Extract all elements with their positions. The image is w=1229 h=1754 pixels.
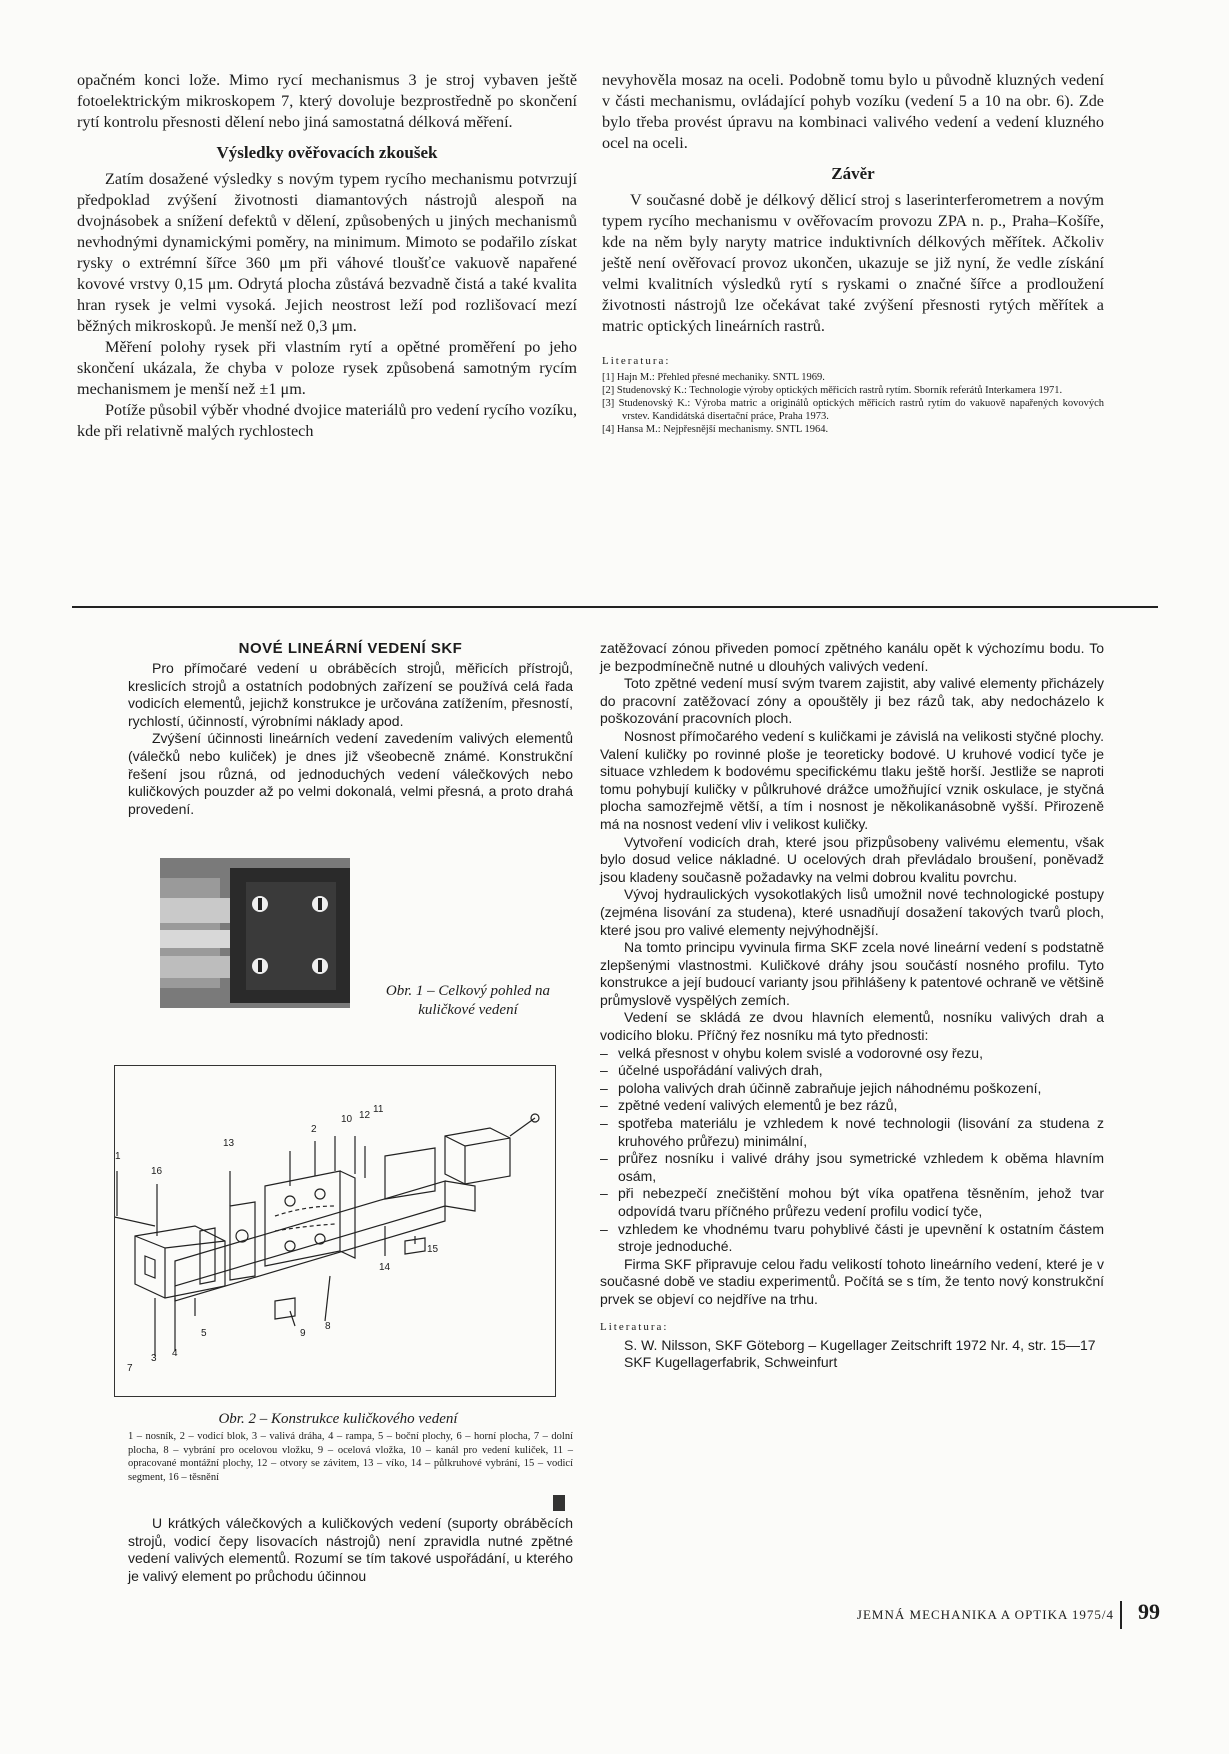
paragraph: Potíže působil výběr vhodné dvojice materiálů pro vedení rycího vozíku, kde při relativně malých rychlostech xyxy=(77,401,578,440)
paragraph: U krátkých válečkových a kuličkových vedení (suporty obráběcích strojů, vodicí čepy lisovacích nástrojů) není zpravidla nutné zpětné vedení valivých elementů. Rozumí se tím takové uspořádání, u kterého je valivý element po průchodu účinnou xyxy=(128,1515,573,1584)
figure-label: 4 xyxy=(172,1348,178,1359)
figure-label: 2 xyxy=(311,1124,317,1135)
list-item: – při nebezpečí znečištění mohou být víka opatřena těsněním, jehož tvar odpovídá tvaru příčného průřezu vedení profilu vodicí tyče, xyxy=(600,1185,1104,1220)
paragraph: Na tomto principu vyvinula firma SKF zcela nové lineární vedení s podstatně zlepšenými vlastnostmi. Kuličkové dráhy jsou součástí nosného profilu. Tyto konstrukce a její budoucí varianty jsou přihlášeny k patentové ochraně ve většině průmyslově vyspělých zemích. xyxy=(600,939,1104,1008)
figure-label: 11 xyxy=(373,1104,384,1115)
exploded-assembly-drawing xyxy=(115,1066,555,1396)
figure-label: 12 xyxy=(359,1110,371,1121)
paragraph: Vývoj hydraulických vysokotlakých lisů umožnil nové technologické postupy (zejména lisování za studena), které usnadňují dosažení takových tvarů ploch, které jsou pro valivé elementy nejvýhodnější. xyxy=(600,886,1104,938)
figure-label: 10 xyxy=(341,1114,353,1125)
article-title: NOVÉ LINEÁRNÍ VEDENÍ SKF xyxy=(238,640,463,657)
linear-bearing-photo xyxy=(160,858,350,1008)
paragraph: nevyhověla mosaz na oceli. Podobně tomu bylo u původně kluzných vedení v části mechanismu, ovládající pohyb vozíku (vedení 5 a 10 na obr. 6). Zde bylo třeba provést úpravu na kombinaci valivého vedení a vedení kluzného ocel na oceli. xyxy=(602,71,1104,152)
figure-label: 1 xyxy=(115,1151,121,1162)
section-heading: Závěr xyxy=(831,164,875,183)
references-title: Literatura: xyxy=(600,1320,669,1333)
list-item: – spotřeba materiálu je vzhledem k nové technologii (lisování za studena z kruhového průřezu) minimální, xyxy=(600,1115,1104,1150)
paragraph: V současné době je délkový dělicí stroj s laserinterferometrem a novým typem rycího mechanismu v ověřovacím provozu ZPA n. p., Praha–Košíře, kde na něm byly naryty matrice induktivních délkových měřítek. Ačkoliv ještě není ověřovací provoz ukončen, ukazuje se již nyní, že vedle získání velmi kvalitních výsledků rytí s ryskami o značné šířce a prodloužení životnosti nástrojů lze očekávat také zvýšení přesnosti rytých měřítek a matric optických lineárních rastrů. xyxy=(602,191,1104,335)
footer-divider xyxy=(1120,1601,1122,1629)
list-item: – vzhledem ke vhodnému tvaru pohyblivé části je upevnění k ostatním částem stroje jednoduché. xyxy=(600,1221,1104,1256)
paragraph: Firma SKF připravuje celou řadu velikostí tohoto lineárního vedení, které je v současné době ve stadiu experimentů. Počítá se s tím, že tento nový konstrukční prvek se objeví co nejdříve na trhu. xyxy=(600,1255,1104,1307)
reference: [2] Studenovský K.: Technologie výroby optických měřicích rastrů rytím. Sborník referátů Interkamera 1971. xyxy=(602,385,1063,396)
paragraph: opačném konci lože. Mimo rycí mechanismus 3 je stroj vybaven ještě fotoelektrickým mikroskopem 7, který dovoluje bezprostředně po skončení rytí kontrolu přesnosti dělení nebo jiná samostatná délková měření. xyxy=(77,71,577,131)
reference: [1] Hajn M.: Přehled přesné mechaniky. SNTL 1969. xyxy=(602,372,825,383)
paragraph: Zatím dosažené výsledky s novým typem rycího mechanismu potvrzují předpoklad zvýšení životnosti diamantových nástrojů alespoň na dvojnásobek a snížení defektů v dělení, způsobených u jiných mechanismů nevhodnými dynamickými poměry, na minimum. Mimoto se podařilo získat rysky o extrémní šířce 360 μm při váhové tloušťce vakuově napařené kovové vrstvy 0,15 μm. Odrytá plocha zůstává bezvadně čistá a také kvalita hran rysek je velmi vysoká. Jejich neostrost leží pod rozlišovací mezí běžných mikroskopů. Je menší než 0,3 μm. xyxy=(77,170,577,335)
figure-label: 16 xyxy=(151,1166,163,1177)
paragraph: Nosnost přímočarého vedení s kuličkami je závislá na velikosti styčné plochy. Valení kuličky po rovinné ploše je teoreticky bodové. U kruhové vodicí tyče je situace vzhledem k bodovému specifickému tlaku ještě horší. Jestliže se naproti tomu pohybují kuličky v půlkruhové drážce umožňující vznik oskulace, je styčná plocha samozřejmě větší, a tím i nosnost je několikanásobně vyšší. Přirozeně má na nosnost vedení vliv i velikost kuličky. xyxy=(600,727,1104,832)
section-heading: Výsledky ověřovacích zkoušek xyxy=(216,143,438,162)
figure-2-drawing xyxy=(114,1065,556,1397)
figure-label: 9 xyxy=(300,1328,306,1339)
top-left-column xyxy=(77,70,577,442)
figure-label: 15 xyxy=(427,1244,439,1255)
reference: SKF Kugellagerfabrik, Schweinfurt xyxy=(624,1354,838,1371)
figure-label: 13 xyxy=(223,1138,235,1149)
advantages-list xyxy=(600,1045,1104,1256)
figure-label: 14 xyxy=(379,1262,391,1273)
paragraph: Měření polohy rysek při vlastním rytí a opětné proměření po jeho skončení ukázala, že chyba v poloze rysek způsobená samotným rycím mechanismem je menší než ±1 μm. xyxy=(77,338,577,398)
reference: S. W. Nilsson, SKF Göteborg – Kugellager Zeitschrift 1972 Nr. 4, str. 15—17 xyxy=(624,1336,1096,1353)
figure-label: 7 xyxy=(127,1363,133,1374)
paragraph: Vytvoření vodicích drah, které jsou přizpůsobeny valivému elementu, však bylo dosud velice nákladné. U ocelových drah převládalo broušení, poněvadž jsou kladeny současně požadavky na velmi dobrou kvalitu povrchu. xyxy=(600,833,1104,885)
article-left-column xyxy=(128,640,573,818)
paragraph: Toto zpětné vedení musí svým tvarem zajistit, aby valivé elementy přicházely do pracovní zatěžovací zóny a opouštěly ji bez rázů tak, aby nedocházelo k poškozování pracovních ploch. xyxy=(600,675,1104,727)
figure-2-legend: 1 – nosník, 2 – vodicí blok, 3 – valivá dráha, 4 – rampa, 5 – boční plochy, 6 – horní plocha, 7 – dolní plocha, 8 – vybrání pro ocelovou vložku, 9 – ocelová vložka, 10 – kanál pro vedení kuliček, 11 – opracované montážní plochy, 12 – otvory se závitem, 13 – víko, 14 – půlkruhové vybrání, 15 – vodicí segment, 16 – těsnění xyxy=(128,1431,573,1483)
section-divider xyxy=(72,606,1158,608)
list-item: – průřez nosníku i valivé dráhy jsou symetrické vzhledem k oběma hlavním osám, xyxy=(600,1150,1104,1185)
paragraph: Vedení se skládá ze dvou hlavních elementů, nosníku valivých drah a vodicího bloku. Příčný řez nosníku má tyto přednosti: xyxy=(600,1009,1104,1044)
figure-label: 5 xyxy=(201,1328,207,1339)
figure-label: 3 xyxy=(151,1353,157,1364)
article-right-column xyxy=(600,640,1104,1372)
paragraph: zatěžovací zónou přiveden pomocí zpětného kanálu opět k výchozímu bodu. To je bezpodmínečně nutné u dlouhých valivých vedení. xyxy=(600,640,1104,674)
paragraph: Pro přímočaré vedení u obráběcích strojů, měřicích přístrojů, kreslicích strojů a ostatních podobných zařízení se používá celá řada vodicích elementů, jejichž konstrukce je určována zatížením, přesností, rychlostí, účinností, výrobními náklady apod. xyxy=(128,660,573,729)
figure-2-caption: Obr. 2 – Konstrukce kuličkového vedení xyxy=(218,1411,458,1427)
reference: [4] Hansa M.: Nejpřesnější mechanismy. SNTL 1964. xyxy=(602,424,829,435)
journal-name: JEMNÁ MECHANIKA A OPTIKA 1975/4 xyxy=(856,1607,1114,1622)
figure-label: 8 xyxy=(325,1321,331,1332)
list-item: – zpětné vedení valivých elementů je bez rázů, xyxy=(600,1097,1104,1115)
page-footer xyxy=(760,1593,1160,1633)
small-print-mark xyxy=(553,1495,565,1511)
references-title: Literatura: xyxy=(602,355,671,367)
list-item: – velká přesnost v ohybu kolem svislé a vodorovné osy řezu, xyxy=(600,1045,1104,1063)
paragraph: Zvýšení účinnosti lineárních vedení zavedením valivých elementů (válečků nebo kuliček) je dnes již všeobecně známé. Konstrukční řešení jsou různá, od jednoduchých vedení válečkových nebo kuličkových pouzder až po velmi dokonalá, velmi přesná, a proto drahá provedení. xyxy=(128,730,573,817)
reference: [3] Studenovský K.: Výroba matric a originálů optických měřicích rastrů rytím do vakuově napařených kovových vrstev. Kandidátská disertační práce, Praha 1973. xyxy=(602,398,1104,422)
figure-1-photo xyxy=(160,858,350,1008)
top-right-column xyxy=(602,70,1104,436)
page-number: 99 xyxy=(1138,1599,1160,1624)
figure-1-caption: Obr. 1 – Celkový pohled na kuličkové vedení xyxy=(385,983,551,1018)
article-left-column-bottom xyxy=(128,1515,573,1585)
list-item: – účelné uspořádání valivých drah, xyxy=(600,1062,1104,1080)
list-item: – poloha valivých drah účinně zabraňuje jejich náhodnému poškození, xyxy=(600,1080,1104,1098)
